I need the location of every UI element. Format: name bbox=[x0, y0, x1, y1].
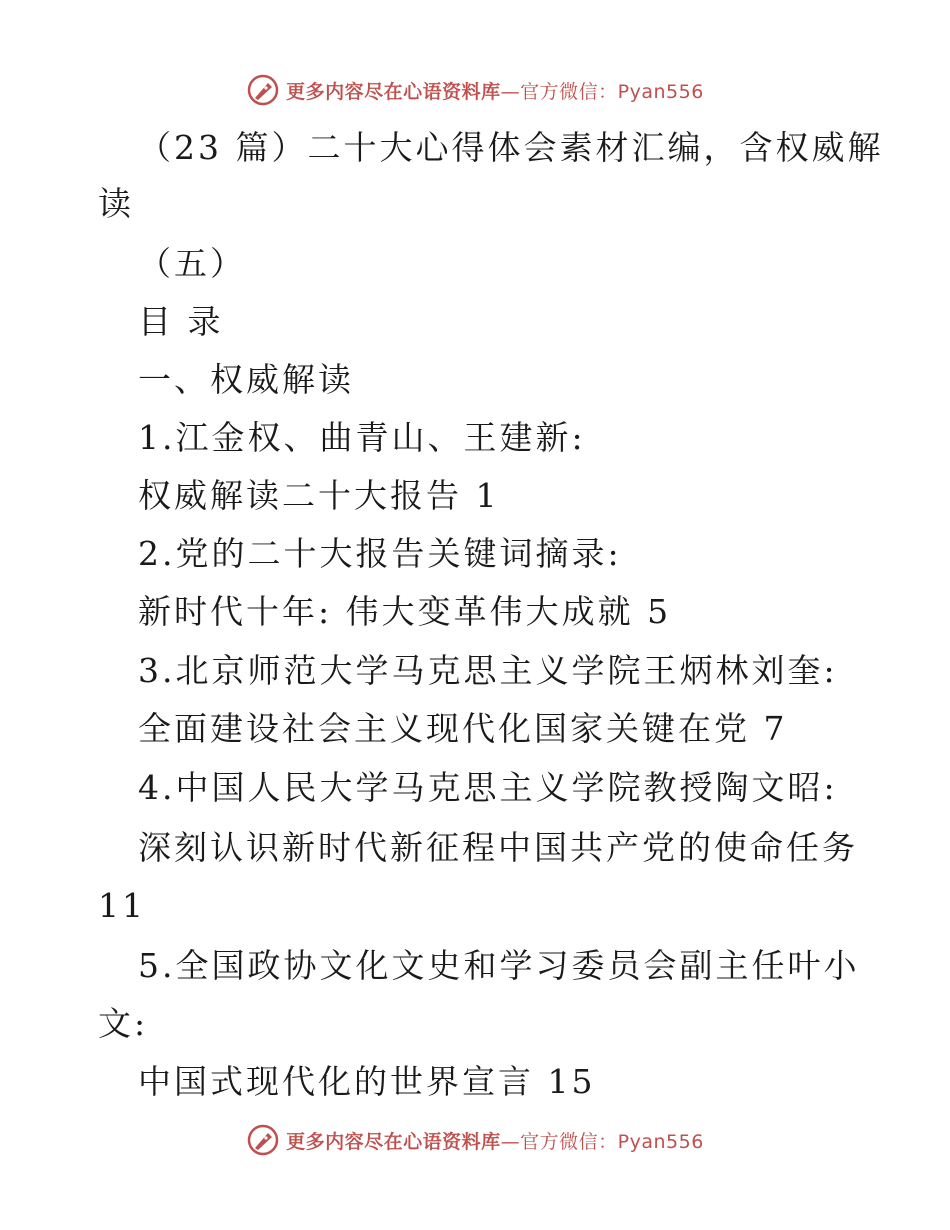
pen-nib-logo-icon bbox=[246, 1123, 280, 1157]
toc-item: 深刻认识新时代新征程中国共产党的使命任务 bbox=[138, 828, 858, 867]
toc-item: 4.中国人民大学马克思主义学院教授陶文昭: bbox=[138, 768, 838, 807]
toc-item: 2.党的二十大报告关键词摘录: bbox=[138, 534, 622, 573]
toc-item: 1.江金权、曲青山、王建新: bbox=[138, 418, 586, 457]
toc-item: 新时代十年: 伟大变革伟大成就 5 bbox=[138, 592, 672, 631]
toc-item: 11 bbox=[98, 886, 146, 925]
document-title-line1: （23 篇）二十大心得体会素材汇编，含权威解 bbox=[138, 128, 884, 167]
header-watermark bbox=[0, 70, 950, 110]
watermark-text: 更多内容尽在心语资料库—官方微信：Pyan556 bbox=[286, 1130, 704, 1153]
document-title-line2: 读 bbox=[98, 184, 134, 223]
pen-nib-logo-icon bbox=[246, 73, 280, 107]
toc-item: 权威解读二十大报告 1 bbox=[138, 476, 500, 515]
toc-item: 中国式现代化的世界宣言 15 bbox=[138, 1062, 596, 1101]
watermark-text: 更多内容尽在心语资料库—官方微信：Pyan556 bbox=[286, 80, 704, 103]
toc-item: 全面建设社会主义现代化国家关键在党 7 bbox=[138, 709, 788, 748]
toc-heading: 目 录 bbox=[138, 302, 224, 341]
toc-item: 3.北京师范大学马克思主义学院王炳林刘奎: bbox=[138, 651, 838, 690]
toc-section-heading: 一、权威解读 bbox=[138, 360, 354, 399]
toc-item: 5.全国政协文化文史和学习委员会副主任叶小 bbox=[138, 946, 860, 985]
footer-watermark bbox=[0, 1120, 950, 1160]
toc-item: 文: bbox=[98, 1004, 149, 1043]
document-part: （五） bbox=[138, 244, 246, 283]
